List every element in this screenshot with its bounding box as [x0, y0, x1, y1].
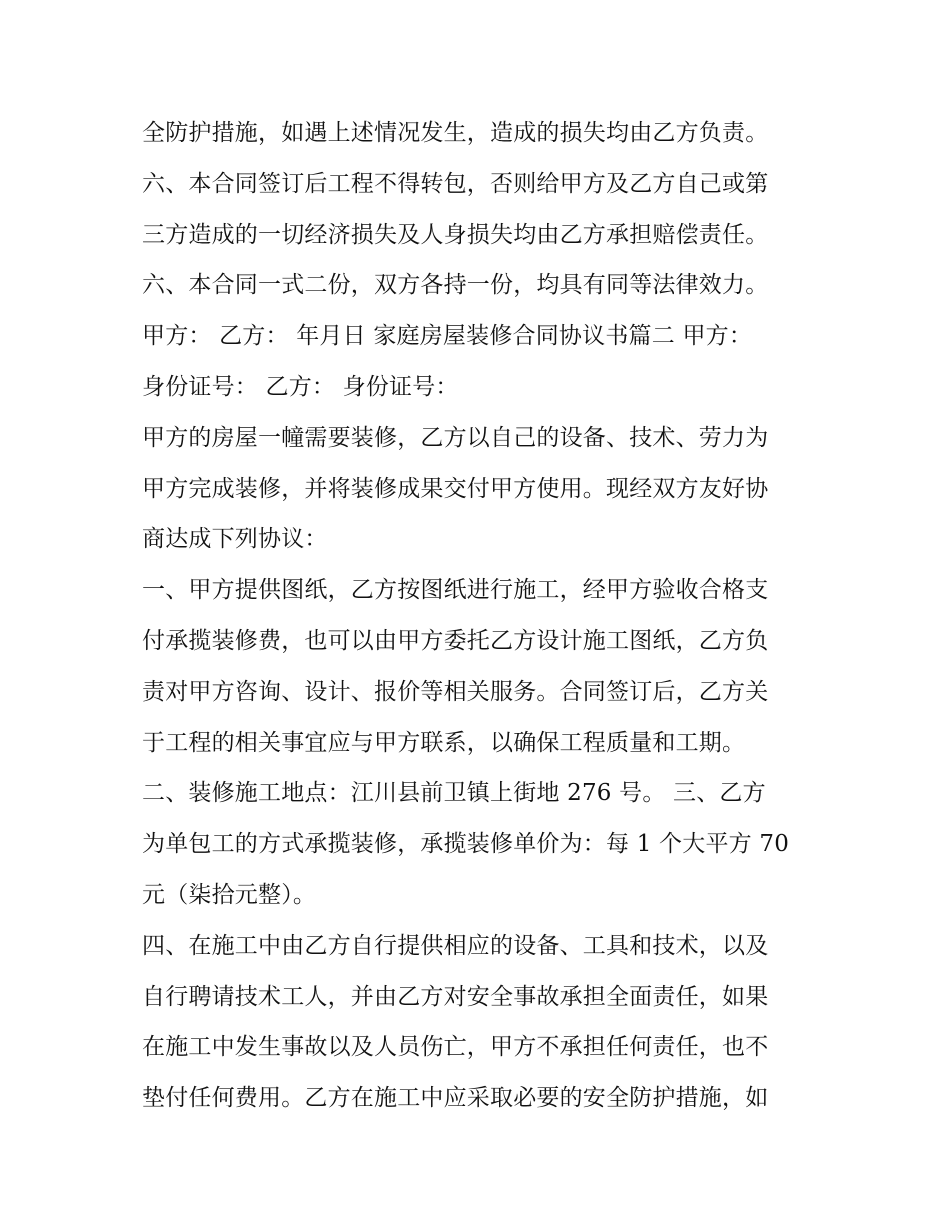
text-line: 四、在施工中由乙方自行提供相应的设备、工具和技术，以及 [142, 932, 769, 959]
text-line: 六、本合同一式二份，双方各持一份，均具有同等法律效力。 [142, 272, 769, 299]
text-line: 甲方： 乙方： 年月日 家庭房屋装修合同协议书篇二 甲方： [142, 323, 753, 350]
text-line: 垫付任何费用。乙方在施工中应采取必要的安全防护措施，如 [142, 1085, 769, 1112]
text-line: 身份证号： 乙方： 身份证号： [142, 373, 459, 400]
text-line: 全防护措施，如遇上述情况发生，造成的损失均由乙方负责。 [142, 120, 769, 146]
text-line: 甲方完成装修，并将装修成果交付甲方使用。现经双方友好协 [142, 475, 769, 502]
text-line: 责对甲方咨询、设计、报价等相关服务。合同签订后，乙方关 [142, 678, 769, 705]
text-line: 在施工中发生事故以及人员伤亡，甲方不承担任何责任，也不 [142, 1034, 769, 1061]
text-line: 三方造成的一切经济损失及人身损失均由乙方承担赔偿责任。 [142, 221, 769, 248]
document-body [142, 108, 822, 1124]
text-line: 甲方的房屋一幢需要装修，乙方以自己的设备、技术、劳力为 [142, 424, 769, 451]
text-line: 二、装修施工地点：江川县前卫镇上街地 276 号。 三、乙方 [142, 780, 766, 807]
text-line: 六、本合同签订后工程不得转包，否则给甲方及乙方自己或第 [142, 170, 769, 197]
text-line: 商达成下列协议： [142, 526, 328, 553]
text-line: 元（柒拾元整）。 [142, 881, 317, 908]
text-line: 自行聘请技术工人，并由乙方对安全事故承担全面责任，如果 [142, 983, 769, 1010]
text-line: 为单包工的方式承揽装修，承揽装修单价为：每 1 个大平方 70 [142, 831, 790, 858]
text-line: 付承揽装修费，也可以由甲方委托乙方设计施工图纸，乙方负 [142, 627, 769, 654]
text-line: 一、甲方提供图纸，乙方按图纸进行施工，经甲方验收合格支 [142, 577, 769, 604]
text-line: 于工程的相关事宜应与甲方联系，以确保工程质量和工期。 [142, 729, 746, 756]
